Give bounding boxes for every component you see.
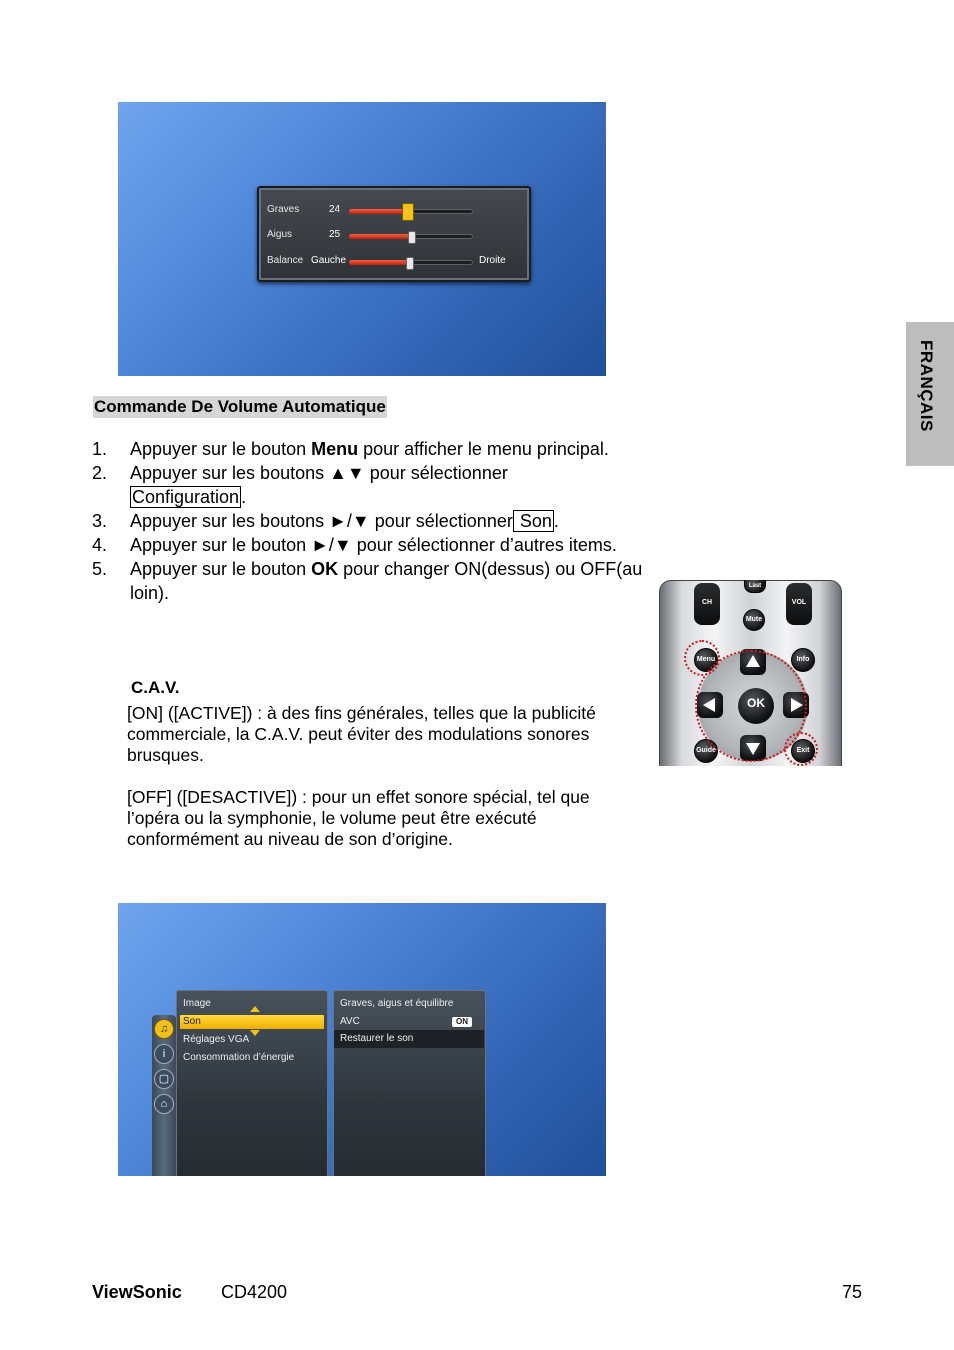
osd-balance-right: Droite (479, 255, 506, 266)
exit-highlight-ring (784, 732, 818, 766)
menu-item-energie: Consommation d’énergie (183, 1052, 295, 1063)
step-bold: OK (311, 559, 339, 579)
step-number: 1. (92, 439, 108, 459)
osd-label-aigus: Aigus (267, 229, 293, 240)
footer-brand: ViewSonic (92, 1282, 182, 1302)
osd-row-balance (267, 253, 523, 269)
vol-label: VOL (791, 599, 807, 606)
step-list (92, 437, 652, 605)
cav-on-description: [ON] ([ACTIVE]) : à des fins générales, telles que la publicité commerciale, la C.A.V. peut éviter des modulations sonores brusques. (127, 703, 596, 765)
slider-knob (406, 257, 414, 270)
footer-model: CD4200 (221, 1282, 288, 1302)
osd-value-graves: 24 (329, 204, 341, 215)
right-menu-column (333, 990, 486, 1176)
avc-label: AVC (340, 1016, 360, 1027)
osd-screenshot-audio (118, 102, 606, 376)
ch-rocker (694, 583, 720, 625)
submenu-restaurer: Restaurer le son (334, 1030, 484, 1048)
step-2 (92, 461, 610, 509)
balance-slider (349, 260, 473, 265)
page-number: 75 (842, 1282, 863, 1302)
language-tab (906, 322, 954, 466)
step-text: Appuyer sur les boutons ▲▼ pour sélectionner (130, 463, 508, 483)
cav-title: C.A.V. (131, 678, 180, 697)
step-1 (92, 437, 652, 461)
exit-label: Exit (796, 747, 810, 754)
avc-on-badge: ON (452, 1017, 472, 1027)
osd-label-graves: Graves (267, 204, 300, 215)
section-heading: Commande De Volume Automatique (94, 397, 386, 416)
ch-label: CH (701, 599, 713, 606)
down-caret-icon (250, 1030, 260, 1036)
guide-label: Guide (696, 747, 716, 754)
step-number: 4. (92, 535, 108, 555)
osd-row-graves (267, 202, 523, 218)
submenu-graves-aigus: Graves, aigus et équilibre (340, 998, 454, 1009)
step-text: Appuyer sur les boutons ►/▼ pour sélectionner (130, 511, 513, 531)
language-tab-label: FRANÇAIS (917, 340, 936, 432)
osd-label-balance: Balance (267, 255, 304, 266)
step-number: 2. (92, 463, 108, 483)
osd-value-balance: Gauche (311, 255, 347, 266)
step-5 (92, 557, 650, 605)
step-text: Appuyer sur le bouton (130, 439, 312, 459)
step-bold: Menu (311, 439, 359, 459)
step-text: . (553, 511, 559, 531)
menu-item-son-selected: Son (180, 1015, 324, 1029)
remote-control-illustration (657, 580, 842, 766)
sound-menu-icon: ♫ (154, 1019, 174, 1039)
menu-item-vga: Réglages VGA (183, 1034, 250, 1045)
last-label: Last (748, 583, 762, 589)
info-icon: i (154, 1044, 174, 1064)
vol-rocker (786, 583, 812, 625)
slider-knob (408, 231, 416, 244)
step-text: pour afficher le menu principal. (358, 439, 609, 459)
step-text: pour changer ON(dessus) ou OFF(au loin). (130, 559, 643, 603)
osd-audio-panel (257, 186, 531, 282)
step-boxed-term: Configuration (132, 487, 240, 507)
mute-label: Mute (745, 616, 763, 623)
osd-row-aigus (267, 227, 523, 243)
display-icon: ▢ (154, 1069, 174, 1089)
last-button (744, 580, 766, 593)
info-label: Info (796, 656, 810, 663)
graves-slider (349, 209, 473, 214)
step-number: 5. (92, 559, 108, 579)
home-icon: ⌂ (154, 1094, 174, 1114)
step-boxed-term: Son (514, 511, 552, 531)
step-text: Appuyer sur le bouton ►/▼ pour sélectionner d’autres items. (130, 535, 617, 555)
left-menu-column (176, 990, 328, 1176)
menu-label: Menu (696, 656, 716, 663)
osd-value-aigus: 25 (329, 229, 341, 240)
step-text: Appuyer sur le bouton (130, 559, 312, 579)
cav-off-description: [OFF] ([DESACTIVE]) : pour un effet sonore spécial, tel que l’opéra ou la symphonie, le volume peut être exécuté conformément au niveau de son d’origine. (127, 787, 590, 849)
osd-screenshot-menu (118, 903, 606, 1176)
info-button (791, 648, 815, 672)
submenu-avc (340, 1016, 478, 1027)
step-4 (92, 533, 640, 557)
aigus-slider (349, 234, 473, 239)
step-3 (92, 509, 652, 533)
ok-label: OK (747, 696, 765, 710)
step-text: . (241, 487, 247, 507)
up-caret-icon (250, 1006, 260, 1012)
step-number: 3. (92, 511, 108, 531)
mute-button (743, 609, 765, 631)
menu-item-image: Image (183, 998, 211, 1009)
slider-knob (402, 203, 414, 221)
